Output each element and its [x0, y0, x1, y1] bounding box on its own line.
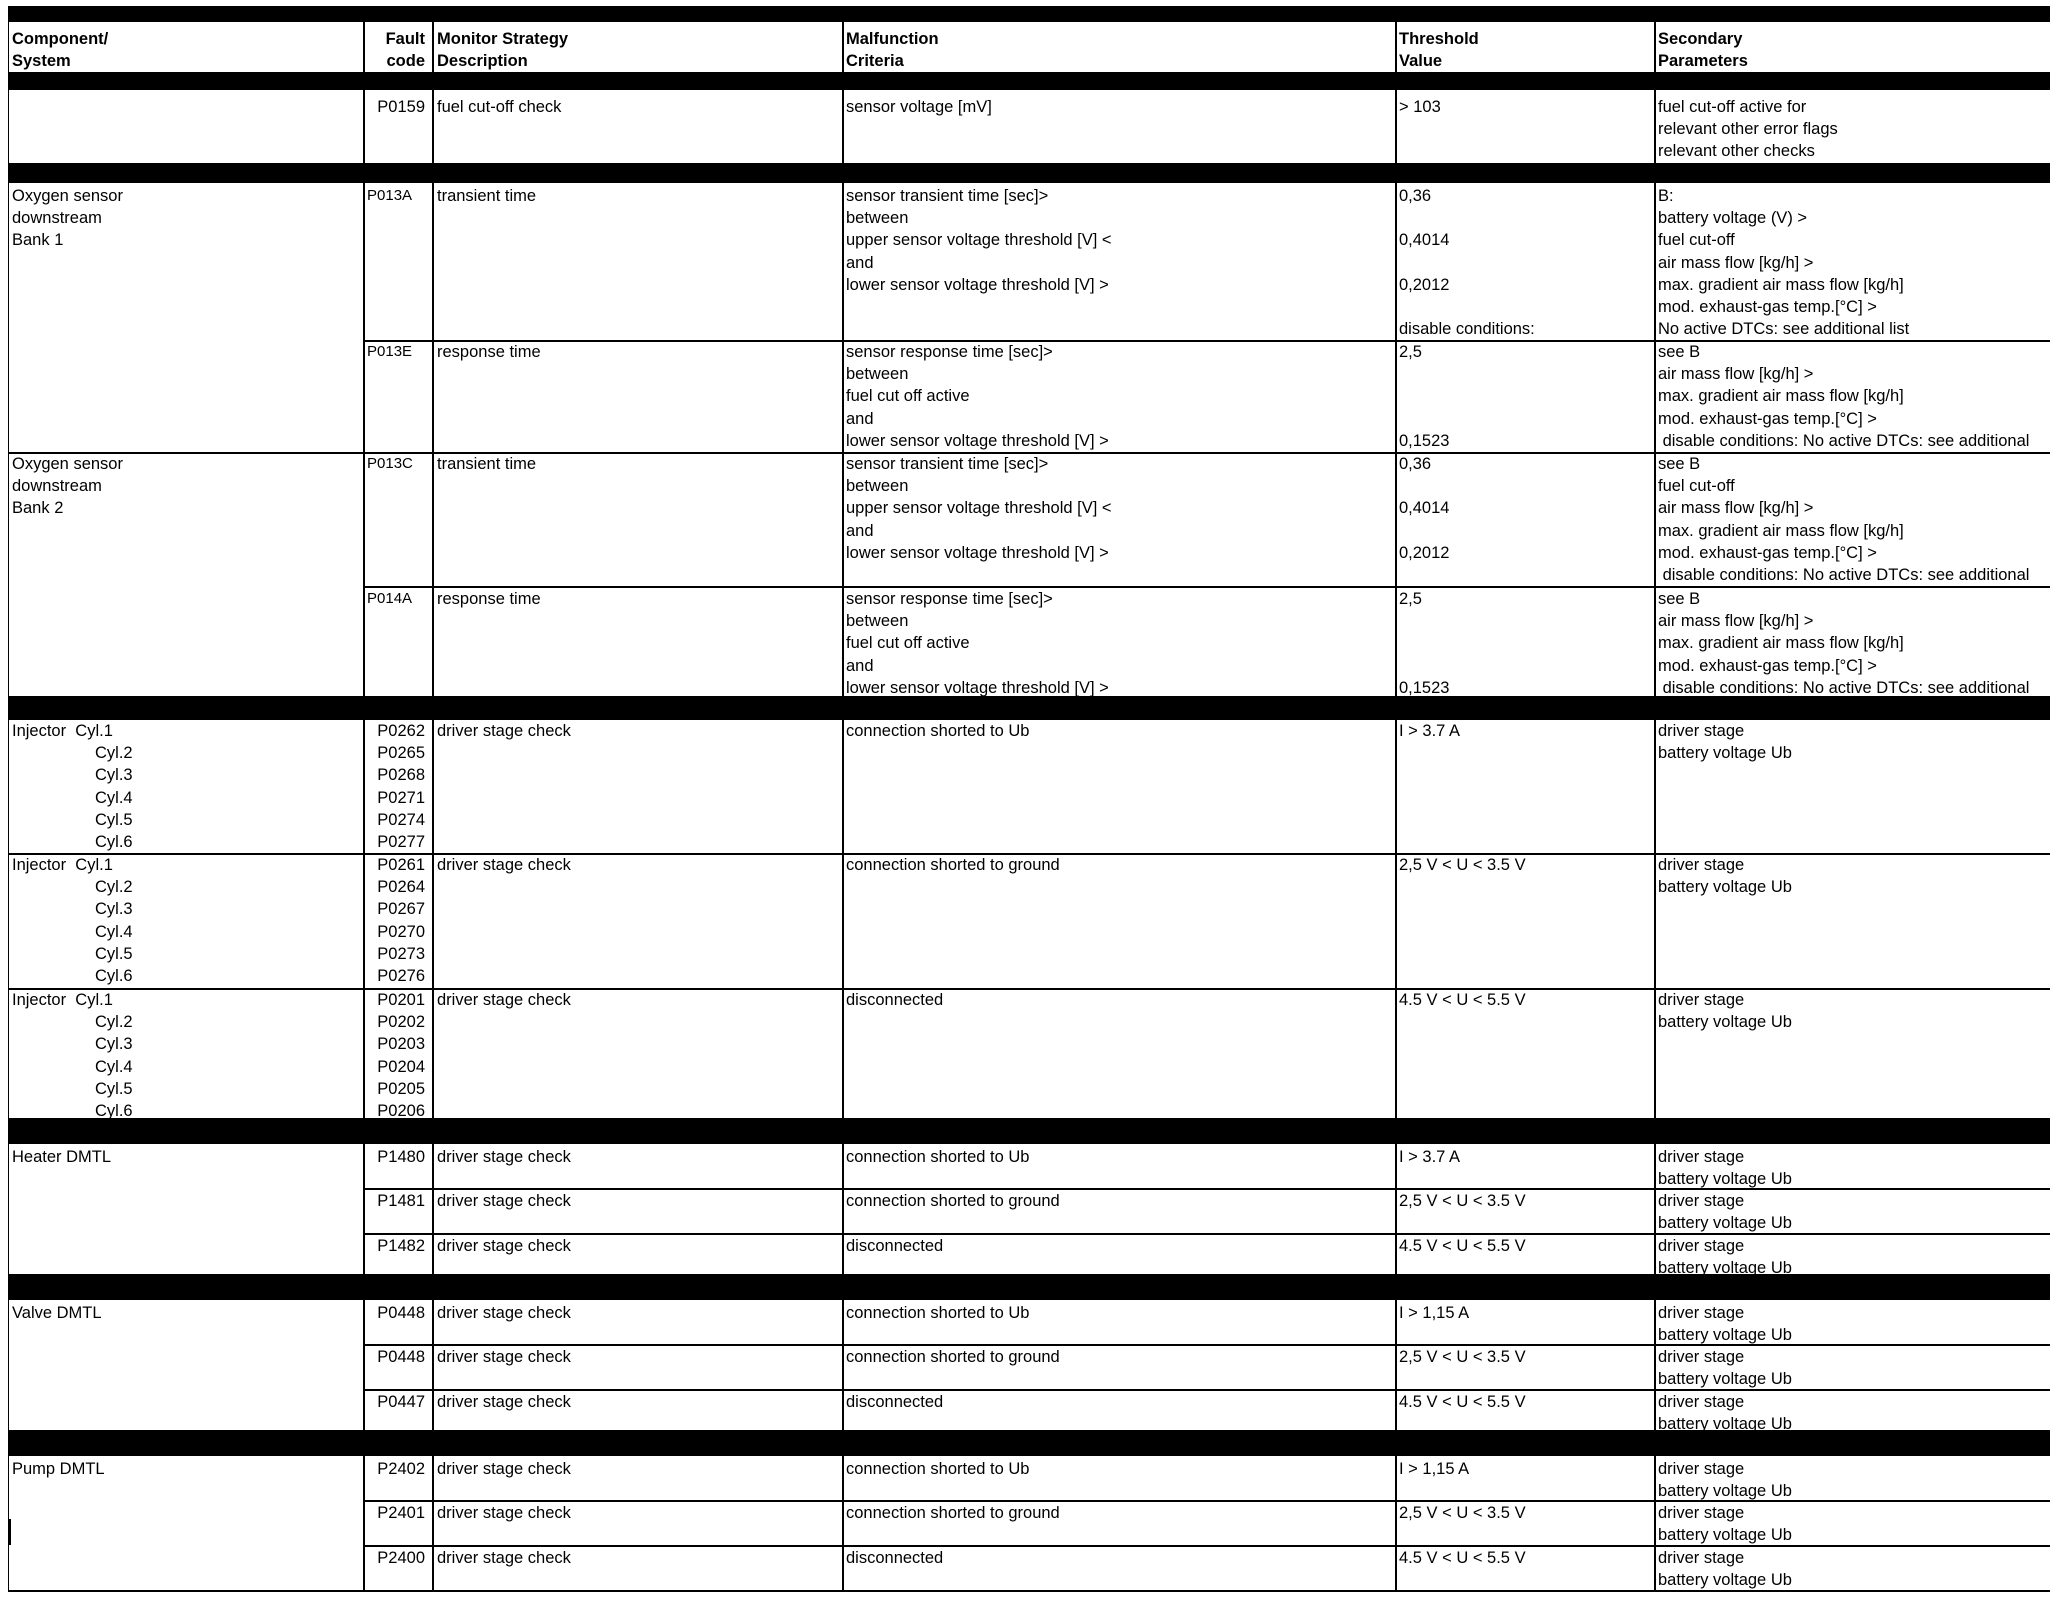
monitor-strategy-cell: fuel cut-off check	[437, 98, 562, 116]
fault-code-cell: P014A	[367, 590, 413, 607]
secondary-parameters-cell: driver stage battery voltage Ub	[1658, 1460, 1792, 1501]
malfunction-criteria-cell: sensor response time [sec]> between fuel cut off active and lower sensor voltage threshold [V] >	[846, 343, 1109, 450]
threshold-value-cell: I > 1,15 A	[1399, 1460, 1470, 1478]
cylinder-list: Cyl.2 Cyl.3 Cyl.4 Cyl.5 Cyl.6	[95, 878, 133, 985]
malfunction-criteria-cell: connection shorted to Ub	[846, 1304, 1030, 1322]
secondary-parameters-cell: see B fuel cut-off air mass flow [kg/h] > max. gradient air mass flow [kg/h] mod. exhaust-gas temp.[°C] > disable conditions: No active DTCs: see additional	[1658, 455, 2030, 585]
secondary-parameters-cell: B: battery voltage (V) > fuel cut-off air mass flow [kg/h] > max. gradient air mass flow [kg/h] mod. exhaust-gas temp.[°C] > No active DTCs: see additional list	[1658, 187, 1910, 339]
threshold-value-cell: 2,5 V < U < 3.5 V	[1399, 1192, 1526, 1210]
secondary-parameters-cell: driver stage battery voltage Ub	[1658, 1237, 1792, 1278]
monitor-strategy-cell: driver stage check	[437, 1393, 571, 1411]
component-cell: Oxygen sensor downstream Bank 2	[12, 455, 123, 518]
malfunction-criteria-cell: sensor transient time [sec]> between upper sensor voltage threshold [V] < and lower sensor voltage threshold [V] >	[846, 455, 1112, 562]
secondary-parameters-cell: driver stage battery voltage Ub	[1658, 1549, 1792, 1590]
monitor-strategy-cell: driver stage check	[437, 1148, 571, 1166]
fault-code-cell: P013C	[367, 455, 413, 472]
component-cell: Pump DMTL	[12, 1460, 105, 1478]
fault-code-cell: P1480	[377, 1148, 425, 1166]
threshold-value-cell: 2,5 V < U < 3.5 V	[1399, 856, 1526, 874]
fault-code-cell: P0448	[377, 1348, 425, 1366]
monitor-strategy-cell: transient time	[437, 187, 537, 205]
secondary-parameters-cell: driver stage battery voltage Ub	[1658, 991, 1792, 1032]
secondary-parameters-cell: driver stage battery voltage Ub	[1658, 1393, 1792, 1434]
malfunction-criteria-cell: connection shorted to ground	[846, 1348, 1060, 1366]
monitor-strategy-cell: driver stage check	[437, 1460, 571, 1478]
threshold-value-cell: > 103	[1399, 98, 1441, 116]
monitor-strategy-cell: driver stage check	[437, 1304, 571, 1322]
secondary-parameters-cell: driver stage battery voltage Ub	[1658, 1192, 1792, 1233]
threshold-value-cell: 4.5 V < U < 5.5 V	[1399, 1393, 1526, 1411]
cylinder-list: Cyl.2 Cyl.3 Cyl.4 Cyl.5 Cyl.6	[95, 744, 133, 851]
malfunction-criteria-cell: sensor voltage [mV]	[846, 98, 992, 116]
threshold-value-cell: 2,5 0,1523	[1399, 590, 1450, 697]
malfunction-criteria-cell: sensor response time [sec]> between fuel cut off active and lower sensor voltage threshold [V] >	[846, 590, 1109, 697]
monitor-strategy-cell: driver stage check	[437, 1237, 571, 1255]
malfunction-criteria-cell: connection shorted to Ub	[846, 1460, 1030, 1478]
monitor-strategy-cell: driver stage check	[437, 1504, 571, 1522]
fault-code-cell: P0201 P0202 P0203 P0204 P0205 P0206	[377, 991, 425, 1121]
threshold-value-cell: 0,36 0,4014 0,2012	[1399, 455, 1450, 562]
monitor-strategy-cell: driver stage check	[437, 1549, 571, 1567]
component-cell: Valve DMTL	[12, 1304, 102, 1322]
monitor-strategy-cell: driver stage check	[437, 1192, 571, 1210]
fault-code-cell: P1481	[377, 1192, 425, 1210]
threshold-value-cell: I > 3.7 A	[1399, 1148, 1461, 1166]
monitor-strategy-cell: response time	[437, 343, 541, 361]
secondary-parameters-cell: see B air mass flow [kg/h] > max. gradient air mass flow [kg/h] mod. exhaust-gas temp.[°C] > disable conditions: No active DTCs: see additional	[1658, 590, 2030, 697]
fault-code-cell: P013E	[367, 343, 413, 360]
monitor-strategy-cell: driver stage check	[437, 991, 571, 1009]
secondary-parameters-cell: fuel cut-off active for relevant other error flags relevant other checks	[1658, 98, 1838, 161]
component-cell: Oxygen sensor downstream Bank 1	[12, 187, 123, 250]
monitor-strategy-cell: driver stage check	[437, 722, 571, 740]
fault-code-cell: P1482	[377, 1237, 425, 1255]
component-cell: Injector Cyl.1	[12, 722, 113, 740]
header-monitor-strategy: Monitor Strategy Description	[437, 30, 569, 71]
threshold-value-cell: I > 3.7 A	[1399, 722, 1461, 740]
secondary-parameters-cell: driver stage battery voltage Ub	[1658, 722, 1792, 763]
component-cell: Injector Cyl.1	[12, 991, 113, 1009]
threshold-value-cell: I > 1,15 A	[1399, 1304, 1470, 1322]
malfunction-criteria-cell: disconnected	[846, 1549, 944, 1567]
threshold-value-cell: 4.5 V < U < 5.5 V	[1399, 1549, 1526, 1567]
secondary-parameters-cell: see B air mass flow [kg/h] > max. gradient air mass flow [kg/h] mod. exhaust-gas temp.[°C] > disable conditions: No active DTCs: see additional	[1658, 343, 2030, 450]
malfunction-criteria-cell: disconnected	[846, 1237, 944, 1255]
secondary-parameters-cell: driver stage battery voltage Ub	[1658, 1304, 1792, 1345]
secondary-parameters-cell: driver stage battery voltage Ub	[1658, 1148, 1792, 1189]
header-fault-code: Fault code	[385, 30, 425, 71]
header-component: Component/ System	[12, 30, 109, 71]
cylinder-list: Cyl.2 Cyl.3 Cyl.4 Cyl.5 Cyl.6	[95, 1013, 133, 1120]
threshold-value-cell: 2,5 V < U < 3.5 V	[1399, 1348, 1526, 1366]
threshold-value-cell: 4.5 V < U < 5.5 V	[1399, 1237, 1526, 1255]
malfunction-criteria-cell: connection shorted to Ub	[846, 722, 1030, 740]
monitor-strategy-cell: transient time	[437, 455, 537, 473]
malfunction-criteria-cell: disconnected	[846, 991, 944, 1009]
header-threshold-value: Threshold Value	[1399, 30, 1479, 71]
fault-code-cell: P2402	[377, 1460, 425, 1478]
fault-code-cell: P0448	[377, 1304, 425, 1322]
malfunction-criteria-cell: connection shorted to ground	[846, 1504, 1060, 1522]
threshold-value-cell: 4.5 V < U < 5.5 V	[1399, 991, 1526, 1009]
header-secondary-parameters: Secondary Parameters	[1658, 30, 1748, 71]
threshold-value-cell: 2,5 V < U < 3.5 V	[1399, 1504, 1526, 1522]
fault-code-cell: P0262 P0265 P0268 P0271 P0274 P0277	[377, 722, 425, 852]
monitor-strategy-cell: response time	[437, 590, 541, 608]
malfunction-criteria-cell: connection shorted to ground	[846, 1192, 1060, 1210]
secondary-parameters-cell: driver stage battery voltage Ub	[1658, 1348, 1792, 1389]
malfunction-criteria-cell: connection shorted to ground	[846, 856, 1060, 874]
malfunction-criteria-cell: disconnected	[846, 1393, 944, 1411]
malfunction-criteria-cell: connection shorted to Ub	[846, 1148, 1030, 1166]
fault-code-cell: P0447	[377, 1393, 425, 1411]
threshold-value-cell: 0,36 0,4014 0,2012 disable conditions:	[1399, 187, 1535, 339]
secondary-parameters-cell: driver stage battery voltage Ub	[1658, 856, 1792, 897]
threshold-value-cell: 2,5 0,1523	[1399, 343, 1450, 450]
fault-code-cell: P0159	[377, 98, 425, 116]
header-malfunction-criteria: Malfunction Criteria	[846, 30, 939, 71]
monitor-strategy-cell: driver stage check	[437, 856, 571, 874]
monitor-strategy-cell: driver stage check	[437, 1348, 571, 1366]
fault-code-cell: P2400	[377, 1549, 425, 1567]
component-cell: Heater DMTL	[12, 1148, 112, 1166]
text-cursor	[9, 1519, 11, 1545]
component-cell: Injector Cyl.1	[12, 856, 113, 874]
malfunction-criteria-cell: sensor transient time [sec]> between upper sensor voltage threshold [V] < and lower sensor voltage threshold [V] >	[846, 187, 1112, 294]
fault-code-cell: P2401	[377, 1504, 425, 1522]
fault-code-cell: P013A	[367, 187, 413, 204]
secondary-parameters-cell: driver stage battery voltage Ub	[1658, 1504, 1792, 1545]
fault-code-cell: P0261 P0264 P0267 P0270 P0273 P0276	[377, 856, 425, 986]
